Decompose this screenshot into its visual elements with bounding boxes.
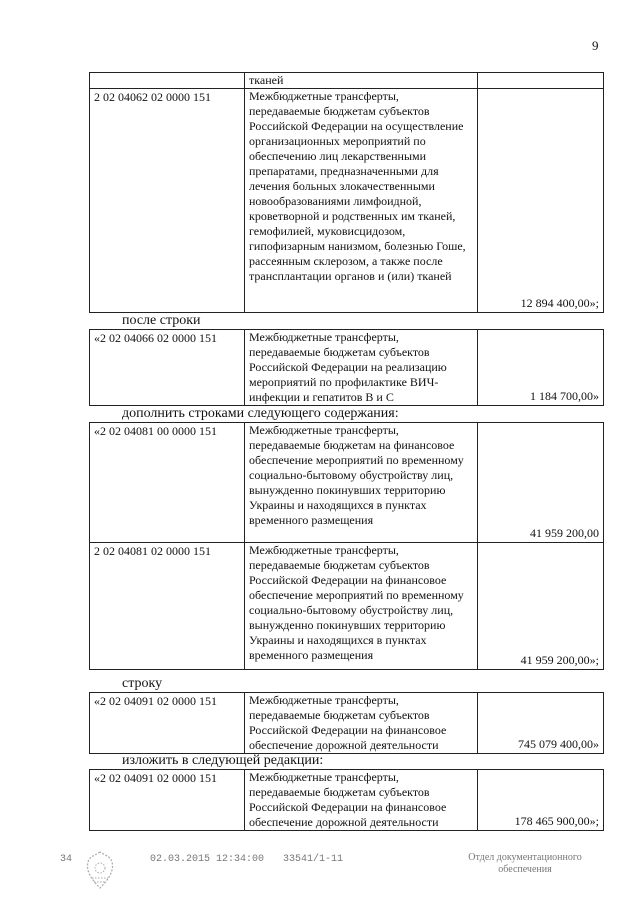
- budget-code: 2 02 04081 02 0000 151: [90, 543, 245, 670]
- budget-description: Межбюджетные трансферты, передаваемые бюджетам субъектов Российской Федерации на осуществление организационных мероприятий по обеспечению лиц лекарственными препаратами, предназначенными для лечения больных злокачественными новообразованиями лимфоидной, кроветворной и родственных им тканей, гемофилией, муковисцидозом, гипофизарным нанизмом, болезнью Гоше, рассеянным склерозом, а также после трансплантации органов и (или) тканей: [245, 89, 478, 313]
- budget-table-4: [89, 692, 604, 754]
- table-row: [90, 330, 604, 406]
- budget-table-5: [89, 769, 604, 831]
- budget-amount: 41 959 200,00»;: [478, 543, 604, 670]
- budget-table-1: [89, 72, 604, 313]
- budget-table-2: [89, 329, 604, 406]
- instruction-restate: изложить в следующей редакции:: [122, 753, 324, 768]
- table-row: [90, 423, 604, 543]
- table-row: [90, 770, 604, 831]
- budget-amount: 745 079 400,00»: [478, 693, 604, 754]
- budget-code: «2 02 04081 00 0000 151: [90, 423, 245, 543]
- table-row: [90, 693, 604, 754]
- budget-code: «2 02 04066 02 0000 151: [90, 330, 245, 406]
- budget-amount: 12 894 400,00»;: [478, 89, 604, 313]
- budget-description: Межбюджетные трансферты, передаваемые бюджетам субъектов Российской Федерации на финансовое обеспечение дорожной деятельности: [245, 693, 478, 754]
- footer-timestamp: 02.03.2015 12:34:00: [150, 854, 265, 865]
- budget-code: [90, 73, 245, 89]
- footer-organization: Отдел документационного обеспечения: [468, 852, 582, 875]
- emblem-icon: [80, 848, 120, 892]
- budget-amount: 1 184 700,00»: [478, 330, 604, 406]
- footer-page-mark: 34: [60, 854, 73, 865]
- budget-description: тканей: [245, 73, 478, 89]
- budget-description: Межбюджетные трансферты, передаваемые бюджетам субъектов Российской Федерации на финансовое обеспечение мероприятий по временному социально-бытовому обустройству лиц, вынужденно покинувших территорию Украины и находящихся в пунктах временного размещения: [245, 543, 478, 670]
- budget-amount: [478, 73, 604, 89]
- budget-description: Межбюджетные трансферты, передаваемые бюджетам субъектов Российской Федерации на реализацию мероприятий по профилактике ВИЧ-инфекции и гепатитов В и С: [245, 330, 478, 406]
- budget-description: Межбюджетные трансферты, передаваемые бюджетам на финансовое обеспечение мероприятий по временному социально-бытовому обустройству лиц, вынужденно покинувших территорию Украины и находящихся в пунктах временного размещения: [245, 423, 478, 543]
- budget-code: «2 02 04091 02 0000 151: [90, 770, 245, 831]
- budget-amount: 41 959 200,00: [478, 423, 604, 543]
- budget-table-3: [89, 422, 604, 670]
- table-row: [90, 89, 604, 313]
- table-row: [90, 543, 604, 670]
- page-number: 9: [592, 38, 599, 53]
- footer-document-id: 33541/1-11: [283, 854, 344, 865]
- budget-amount: 178 465 900,00»;: [478, 770, 604, 831]
- budget-code: «2 02 04091 02 0000 151: [90, 693, 245, 754]
- instruction-add-rows: дополнить строками следующего содержания:: [122, 406, 399, 421]
- instruction-row: строку: [122, 676, 163, 691]
- table-row: [90, 73, 604, 89]
- instruction-after-row: после строки: [122, 313, 201, 328]
- budget-description: Межбюджетные трансферты, передаваемые бюджетам субъектов Российской Федерации на финансовое обеспечение дорожной деятельности: [245, 770, 478, 831]
- budget-code: 2 02 04062 02 0000 151: [90, 89, 245, 313]
